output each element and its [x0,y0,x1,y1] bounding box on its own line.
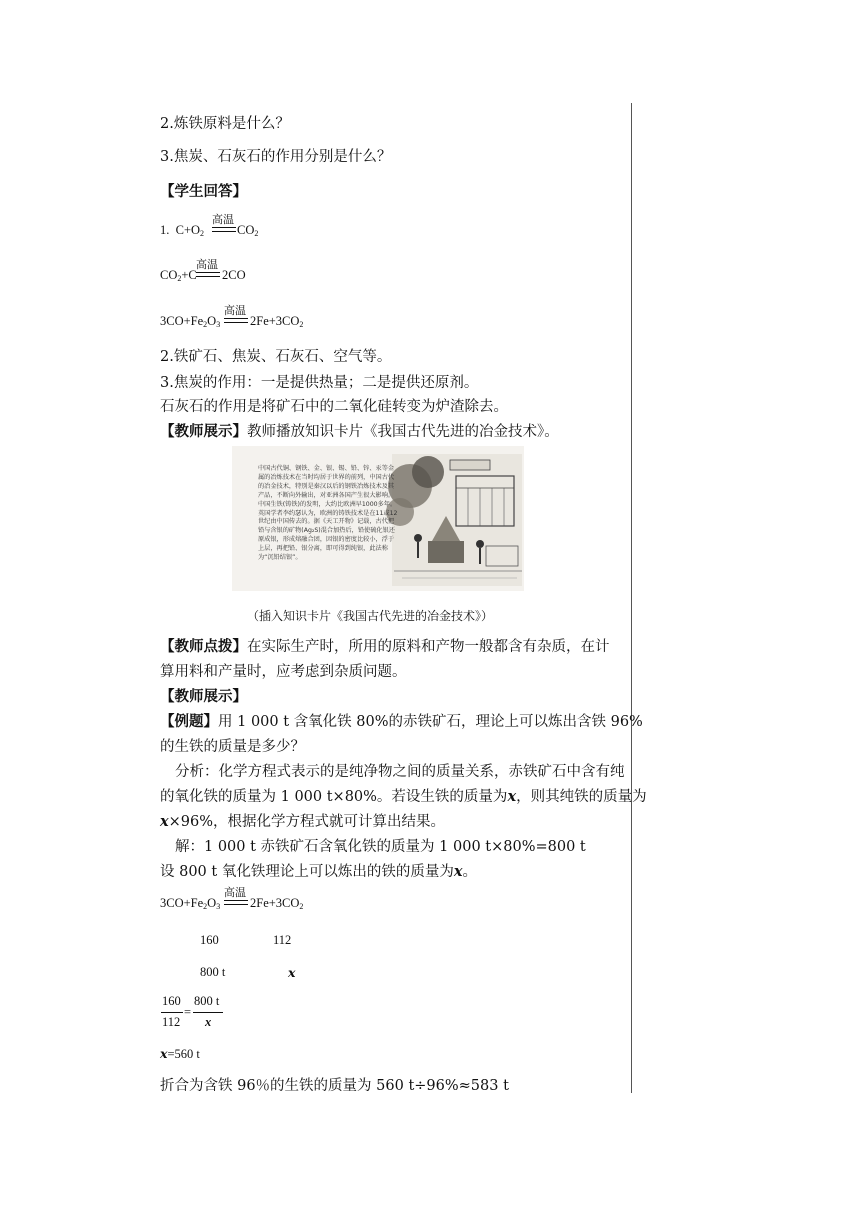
answer-3: 3.焦炭的作用：一是提供热量；二是提供还原剂。 [160,375,479,391]
equation-2-product: 2CO [222,268,246,282]
question-2: 2.炼铁原料是什么？ [160,116,290,132]
equals-sign: = [184,1005,192,1019]
equation-sign [224,318,248,323]
final-answer: 折合为含铁 96％的生铁的质量为 560 t÷96%≈583 t [160,1078,509,1094]
analysis-line-1: 分析：化学方程式表示的是纯净物之间的质量关系，赤铁矿石中含有纯 [175,764,625,780]
equation-2: $CO_2+C$ [160,268,197,283]
reaction-condition: 高温 [212,213,234,226]
reaction-condition: 高温 [224,886,246,899]
answer-2: 2.铁矿石、焦炭、石灰石、空气等。 [160,349,392,365]
equation-1-product: $CO_2$ [237,223,259,238]
equation-sign [212,227,236,232]
unknown-mass: x [288,965,296,980]
teacher-tip-continued: 算用料和产量时，应考虑到杂质问题。 [160,664,407,680]
table-border-line [631,103,632,1093]
proportion-numerator-1: 160 [162,994,181,1008]
result-line: x=560 t [160,1046,200,1061]
equation-4-product: $2Fe+3CO_2$ [250,896,304,911]
student-answer-heading: 【学生回答】 [160,183,247,200]
equation-1: 1. $C+O_2$ [160,223,205,238]
example-paragraph: 【例题】用 1 000 t 含氧化铁 80%的赤铁矿石，理论上可以炼出含铁 96% [160,713,643,730]
molar-mass-fe: 112 [273,933,292,947]
teacher-show-paragraph: 【教师展示】教师播放知识卡片《我国古代先进的冶金技术》。 [160,423,559,440]
equation-3: $3CO+Fe_2O_3$ [160,314,221,329]
reaction-condition: 高温 [196,258,218,271]
proportion-denominator-1: 112 [162,1015,181,1029]
example-continued: 的生铁的质量是多少？ [160,739,305,755]
equation-3-product: $2Fe+3CO_2$ [250,314,304,329]
equation-sign [196,272,220,277]
fraction-bar [193,1012,223,1013]
proportion-denominator-2: x [205,1015,212,1029]
knowledge-card-text: 中国古代铜、钢铁、金、银、锡、铅、锌、汞等金属的冶炼技术在当时均居于世界的前列，中国古代的冶金技术，特别是秦汉以后的钢铁冶炼技术及其产品，不断向外输出，对亚洲各国产生很大影响。中国生铁(铸铁)的发明，大约比欧洲早1000多年。英国学者李约瑟认为，欧洲的铸铁技术是在11或12世纪由中国传去的。据《天工开物》记载，古代把铅与含银的矿物(Ag₂S)混合加热后，铅使硫化银还原成银，形成熔融合团，因银的密度比较小，浮于上层，再把铅、银分离，即可得到纯银，此法称为“沉铅结银”。 [258,465,398,562]
reaction-condition: 高温 [224,304,246,317]
fraction-bar [161,1012,183,1013]
solution-line-1: 解：1 000 t 赤铁矿石含氧化铁的质量为 1 000 t×80%=800 t [175,839,586,855]
solution-line-2: 设 800 t 氧化铁理论上可以炼出的铁的质量为x。 [160,863,477,880]
figure-caption: （插入知识卡片《我国古代先进的冶金技术》） [247,609,494,623]
answer-3-limestone: 石灰石的作用是将矿石中的二氧化硅转变为炉渣除去。 [160,399,508,415]
analysis-line-3: x×96%，根据化学方程式就可计算出结果。 [160,813,446,830]
teacher-tip-paragraph: 【教师点拨】在实际生产时，所用的原料和产物一般都含有杂质，在计 [160,638,610,655]
teacher-show-heading: 【教师展示】 [160,688,247,705]
equation-sign [224,900,248,905]
proportion-numerator-2: 800 t [194,994,220,1008]
analysis-line-2: 的氧化铁的质量为 1 000 t×80%。若设生铁的质量为x，则其纯铁的质量为 [160,788,647,805]
equation-4: $3CO+Fe_2O_3$ [160,896,221,911]
molar-mass-fe2o3: 160 [200,933,219,947]
given-mass: 800 t [200,965,226,979]
question-3: 3.焦炭、石灰石的作用分别是什么？ [160,149,392,165]
